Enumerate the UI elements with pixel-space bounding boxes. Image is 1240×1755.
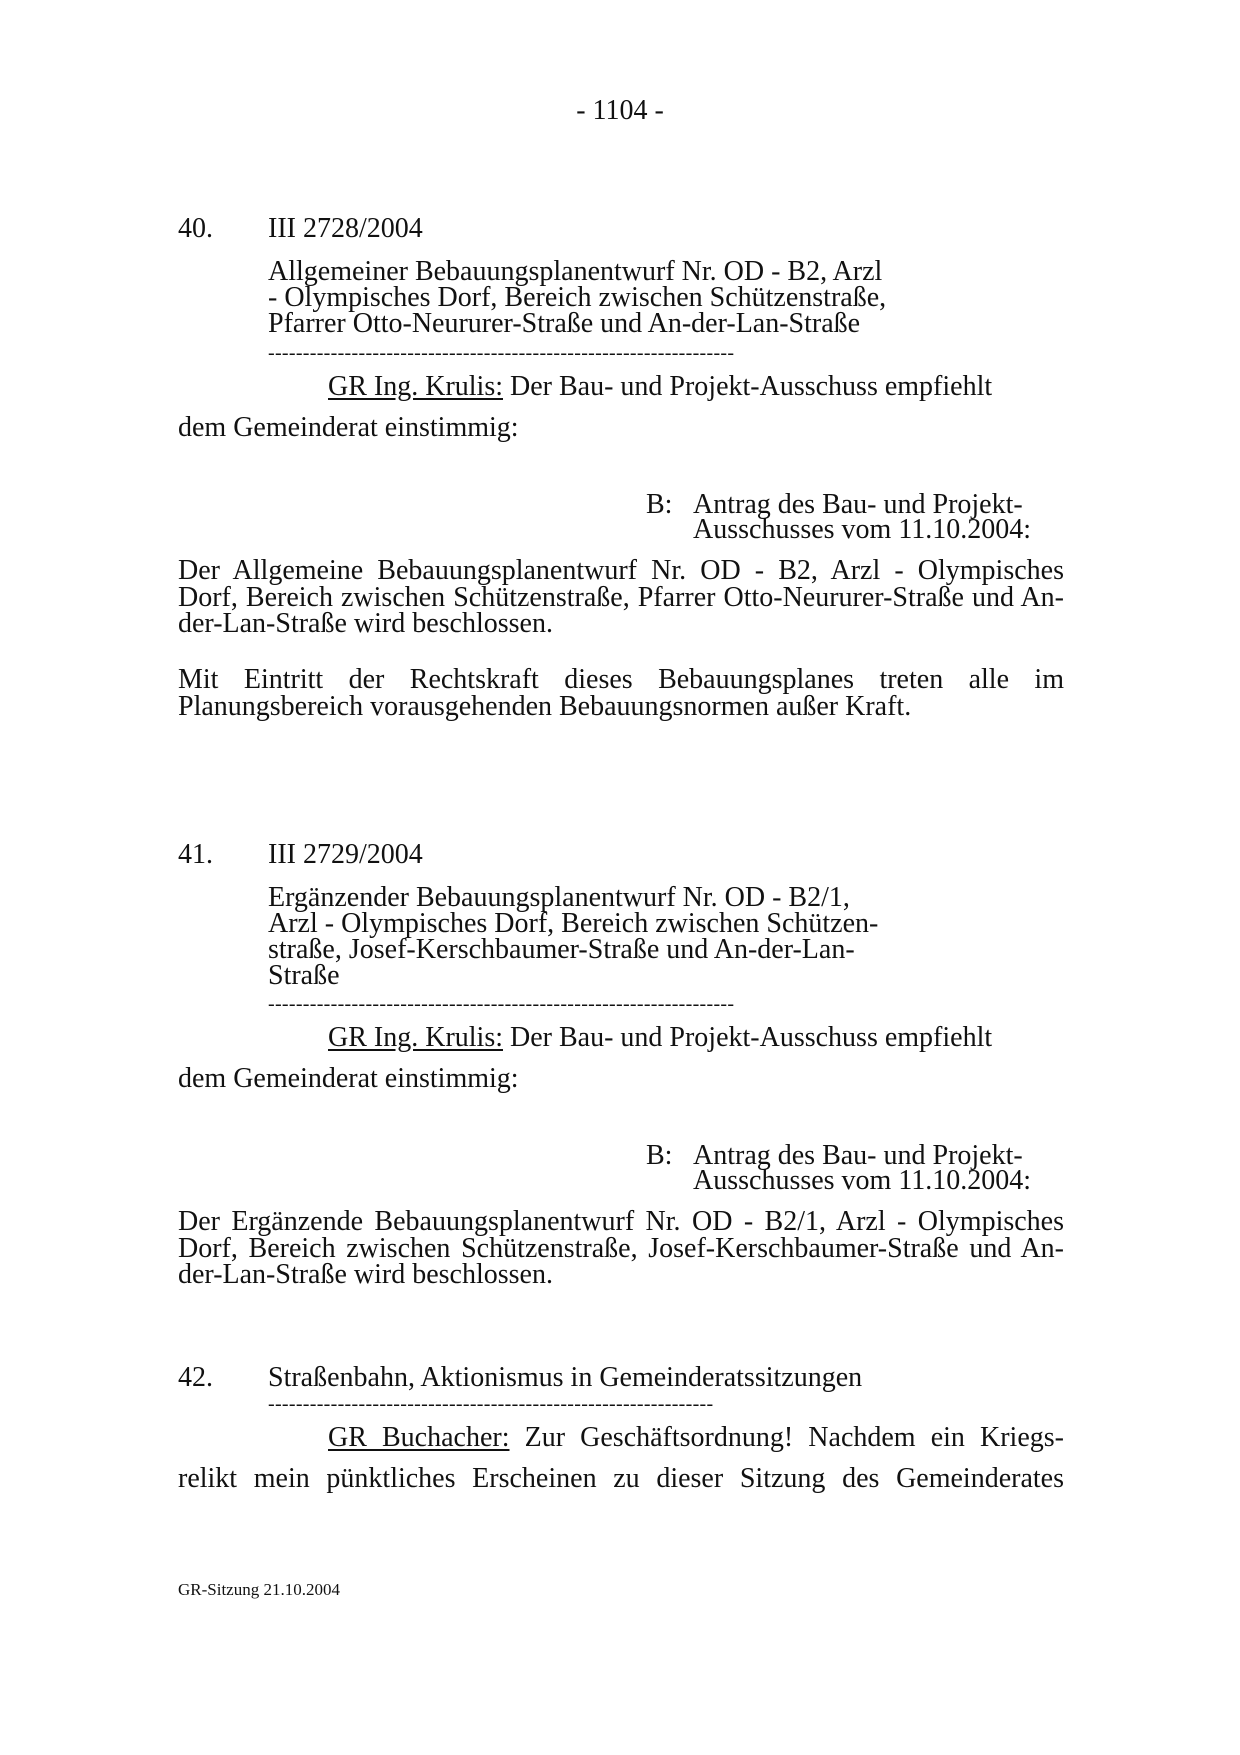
speech-text: Der Bau- und Projekt-Ausschuss empfiehlt	[503, 371, 993, 402]
separator-line: -------------------------------------------------------------------	[268, 994, 735, 1014]
motion-line: Antrag des Bau- und Projekt-	[693, 489, 1023, 520]
resolution-text: Der Allgemeine Bebauungsplanentwurf Nr. OD - B2, Arzl - Olympisches Dorf, Bereich zwischen Schützenstraße, Pfarrer Otto-Neururer-Straße und An-der-Lan-Straße wird beschlossen.	[178, 555, 1064, 639]
note-text: Mit Eintritt der Rechtskraft dieses Bebauungsplanes treten alle im Planungsbereich vorausgehenden Bebauungsnormen außer Kraft.	[178, 664, 1064, 722]
item-title-line: - Olympisches Dorf, Bereich zwischen Schützenstraße,	[268, 282, 887, 313]
item-title-line: Allgemeiner Bebauungsplanentwurf Nr. OD - B2, Arzl	[268, 256, 883, 287]
item-title-line: straße, Josef-Kerschbaumer-Straße und An-der-Lan-	[268, 934, 855, 965]
motion-label: B:	[646, 1140, 673, 1171]
speech-line-2: relikt mein pünktliches Erscheinen zu dieser Sitzung des Gemeinderates	[178, 1463, 1064, 1494]
item-title-line: Pfarrer Otto-Neururer-Straße und An-der-Lan-Straße	[268, 308, 861, 339]
speaker-name: GR Buchacher:	[328, 1422, 510, 1453]
motion-line: Ausschusses vom 11.10.2004:	[693, 514, 1032, 545]
item-title-line: Ergänzender Bebauungsplanentwurf Nr. OD - B2/1,	[268, 882, 850, 913]
separator-line: ----------------------------------------------------------------	[268, 1394, 714, 1414]
speech-line-2: dem Gemeinderat einstimmig:	[178, 1063, 519, 1094]
footer-session-date: GR-Sitzung 21.10.2004	[178, 1580, 340, 1599]
item-title: Straßenbahn, Aktionismus in Gemeinderatssitzungen	[268, 1362, 863, 1393]
speech-line	[328, 1024, 992, 1051]
resolution-text: Der Ergänzende Bebauungsplanentwurf Nr. OD - B2/1, Arzl - Olympisches Dorf, Bereich zwischen Schützenstraße, Josef-Kerschbaumer-Straße und An-der-Lan-Straße wird beschlossen.	[178, 1206, 1064, 1290]
speech-line	[328, 373, 992, 400]
item-number: 40.	[178, 213, 213, 244]
page-number: - 1104 -	[576, 95, 664, 126]
item-number: 41.	[178, 839, 213, 870]
speech-line-2: dem Gemeinderat einstimmig:	[178, 412, 519, 443]
motion-label: B:	[646, 489, 673, 520]
item-number: 42.	[178, 1362, 213, 1393]
separator-line: -------------------------------------------------------------------	[268, 343, 735, 363]
item-reference: III 2729/2004	[268, 839, 423, 870]
item-title-line: Straße	[268, 960, 340, 991]
speech-text: Der Bau- und Projekt-Ausschuss empfiehlt	[503, 1022, 993, 1053]
item-title-line: Arzl - Olympisches Dorf, Bereich zwischen Schützen-	[268, 908, 879, 939]
speech-line	[328, 1424, 1064, 1451]
speech-text: Zur Geschäftsordnung! Nachdem ein Kriegs-	[509, 1422, 1064, 1453]
speaker-name: GR Ing. Krulis:	[328, 371, 503, 402]
item-reference: III 2728/2004	[268, 213, 423, 244]
motion-line: Ausschusses vom 11.10.2004:	[693, 1165, 1032, 1196]
speaker-name: GR Ing. Krulis:	[328, 1022, 503, 1053]
motion-line: Antrag des Bau- und Projekt-	[693, 1140, 1023, 1171]
